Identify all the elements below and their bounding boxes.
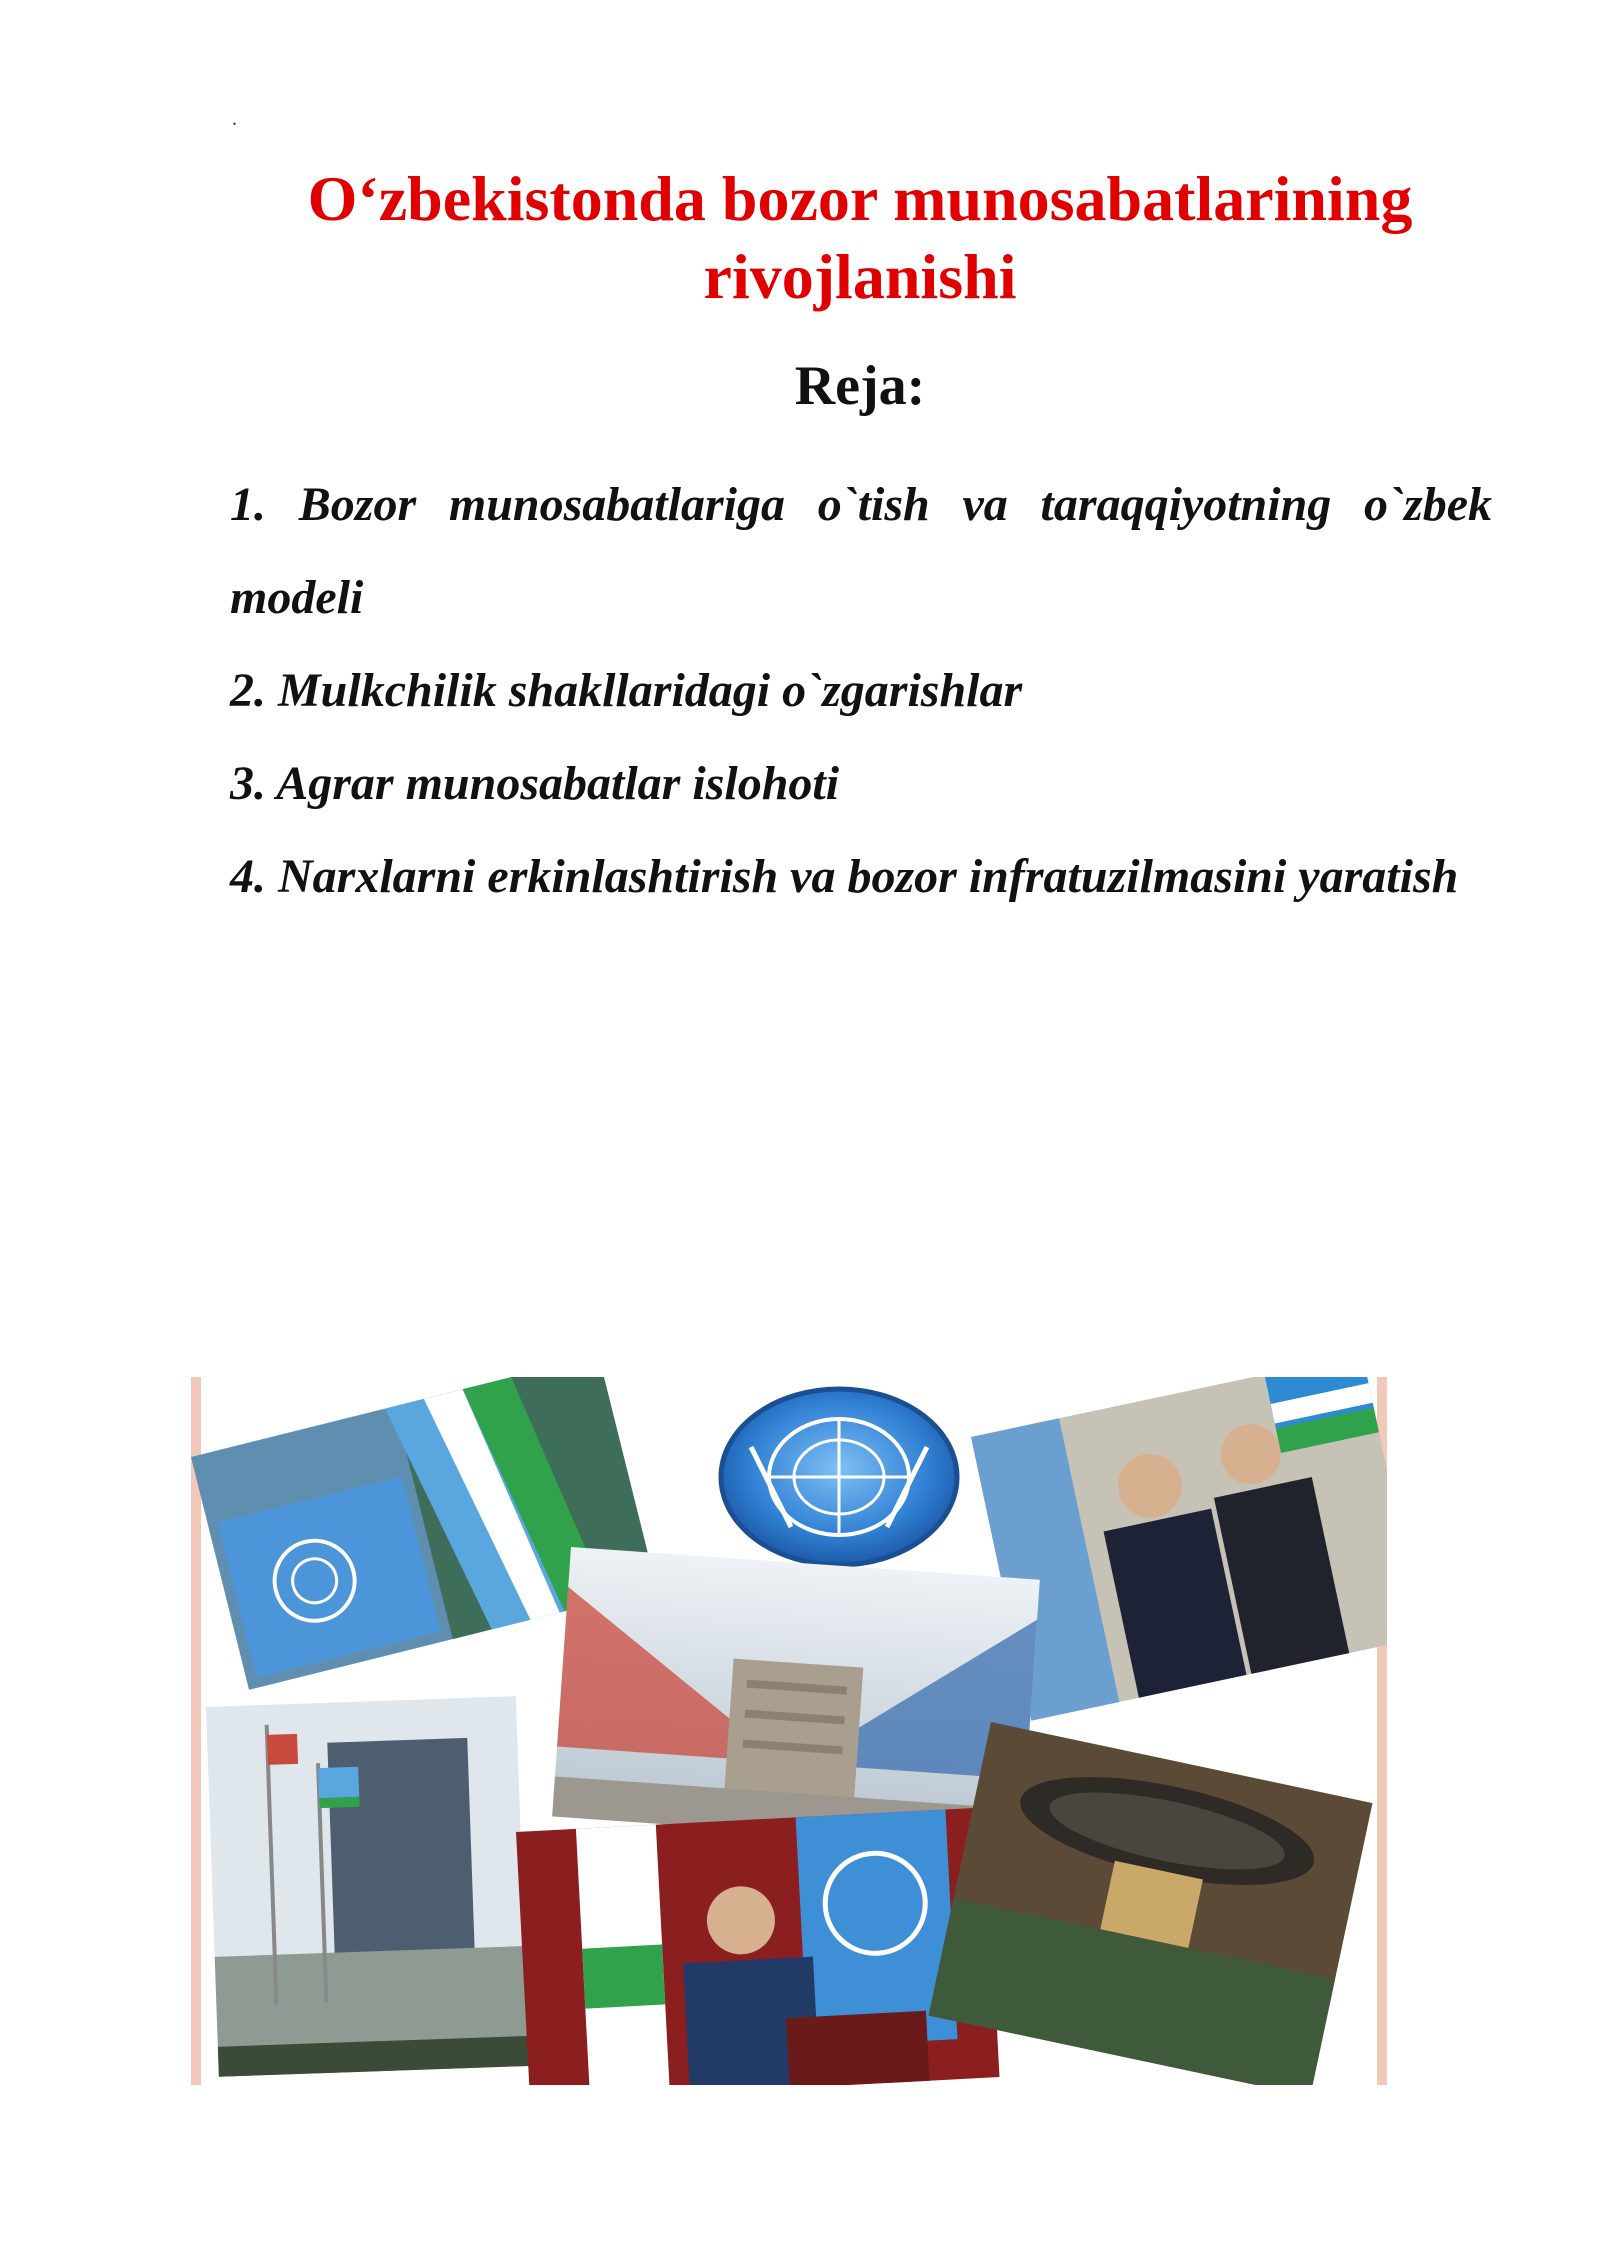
collage-image xyxy=(191,1377,1387,2085)
plan-item-4: 4. Narxlarni erkinlashtirish va bozor infratuzilmasini yaratish xyxy=(230,850,1459,903)
plan-item-3: 3. Agrar munosabatlar islohoti xyxy=(230,757,840,810)
photo-collage xyxy=(191,1377,1387,2085)
plan-item-1: 1. Bozor munosabatlariga o`tish va taraqqiyotning o`zbek modeli xyxy=(230,478,1492,624)
flags-avenue-photo xyxy=(552,1547,1040,1849)
podium-photo xyxy=(516,1807,999,2085)
stray-dot: . xyxy=(232,108,237,130)
plan-list xyxy=(230,458,1492,923)
un-building-photo xyxy=(206,1696,529,2077)
page-title: O‘zbekistonda bozor munosabatlarining rivojlanishi xyxy=(307,163,1413,312)
un-emblem-icon xyxy=(721,1389,957,1565)
plan-item-2: 2. Mulkchilik shakllaridagi o`zgarishlar xyxy=(230,664,1023,717)
plan-heading: Reja: xyxy=(794,355,926,417)
